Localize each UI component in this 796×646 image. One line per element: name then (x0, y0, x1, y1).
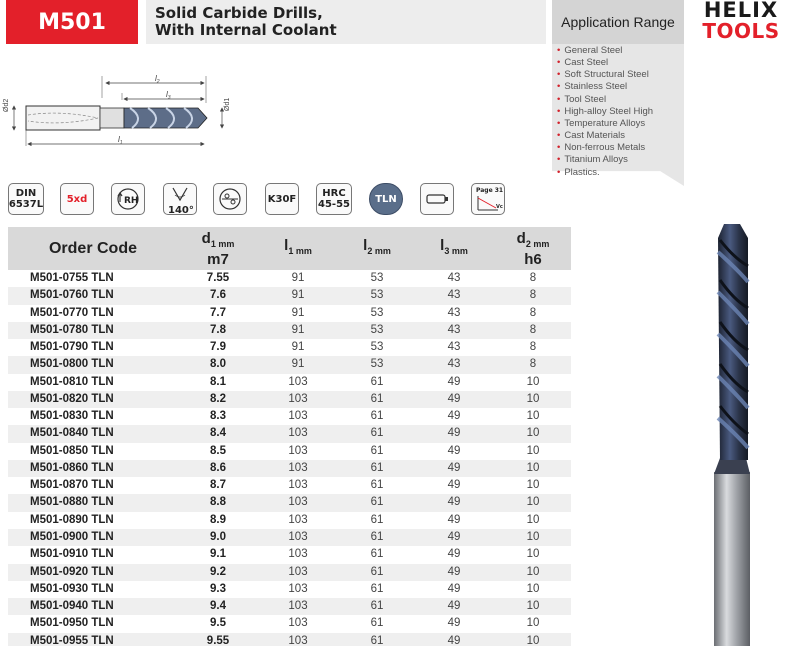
schematic-l1-label: $l_1$ (118, 135, 123, 146)
cell-d2: 10 (526, 513, 540, 526)
shank-icon (420, 183, 454, 215)
application-title: Application Range (552, 0, 684, 44)
brand-logo-line2: TOOLS (702, 19, 780, 43)
cell-l2: 53 (370, 272, 384, 284)
schematic-l3-label: $l_3$ (166, 90, 171, 101)
cell-d2: 10 (526, 634, 540, 646)
cell-l3: 43 (447, 289, 461, 302)
cell-l3: 49 (447, 582, 461, 595)
table-row (8, 270, 571, 287)
application-item: • Tool Steel (557, 94, 653, 106)
header-l1-sub: 1 mm (288, 246, 312, 256)
cell-d1: 7.7 (210, 306, 226, 319)
table-row (8, 529, 571, 546)
table-row (8, 546, 571, 563)
cell-order-code: M501-0760 TLN (30, 289, 114, 302)
cell-l3: 49 (447, 461, 461, 474)
cell-l3: 43 (447, 358, 461, 371)
cell-d2: 10 (526, 392, 540, 405)
product-table-body (8, 270, 571, 646)
cell-d1: 7.9 (210, 341, 226, 354)
cell-order-code: M501-0810 TLN (30, 375, 114, 388)
schematic-d1-label: Ød1 (224, 97, 231, 111)
cell-l2: 61 (370, 565, 384, 578)
cell-d2: 10 (526, 461, 540, 474)
cell-l2: 61 (370, 427, 384, 440)
cell-l2: 53 (370, 289, 384, 302)
header-l3-main: l (440, 237, 445, 254)
brand-logo (690, 0, 792, 41)
cell-l2: 53 (370, 358, 384, 371)
cell-l1: 103 (288, 634, 308, 646)
cell-d2: 10 (526, 410, 540, 423)
cell-l3: 49 (447, 479, 461, 492)
table-row (8, 443, 571, 460)
cell-l3: 49 (447, 565, 461, 578)
application-item: • Cast Materials (557, 130, 653, 142)
table-row (8, 598, 571, 615)
table-row (8, 460, 571, 477)
product-title (146, 0, 546, 44)
cell-l1: 103 (288, 565, 308, 578)
header-d1 (193, 227, 243, 270)
cell-d2: 8 (529, 323, 537, 336)
header-order-code: Order Code (48, 240, 137, 257)
cell-l1: 103 (288, 461, 308, 474)
cell-l1: 91 (291, 306, 305, 319)
cell-d2: 8 (529, 358, 537, 371)
cell-order-code: M501-0800 TLN (30, 358, 114, 371)
cutting-data-icon (471, 183, 505, 215)
cell-l2: 61 (370, 617, 384, 630)
cell-l3: 49 (447, 530, 461, 543)
cell-l2: 61 (370, 410, 384, 423)
header-l1-main: l (284, 237, 289, 254)
cell-l2: 61 (370, 496, 384, 509)
application-list (557, 45, 653, 179)
cell-order-code: M501-0755 TLN (30, 272, 114, 284)
length-ratio-icon: 5xd (60, 183, 94, 215)
cell-l1: 103 (288, 444, 308, 457)
cell-d1: 9.4 (210, 600, 226, 613)
cell-l3: 49 (447, 375, 461, 388)
cell-l1: 91 (291, 323, 305, 336)
cell-order-code: M501-0920 TLN (30, 565, 114, 578)
cell-l3: 49 (447, 634, 461, 646)
cell-l2: 61 (370, 479, 384, 492)
cell-d1: 8.6 (210, 461, 226, 474)
cell-d2: 10 (526, 530, 540, 543)
cell-l1: 91 (291, 289, 305, 302)
cell-l2: 61 (370, 548, 384, 561)
cell-l1: 103 (288, 530, 308, 543)
application-item: • High-alloy Steel High (557, 106, 653, 118)
cell-d2: 10 (526, 582, 540, 595)
schematic-l2-label: $l_2$ (155, 74, 160, 85)
table-row (8, 425, 571, 442)
hardness-icon (316, 183, 352, 215)
product-title-line2: With Internal Coolant (155, 21, 337, 39)
table-row (8, 391, 571, 408)
table-header (8, 227, 571, 270)
cell-l2: 61 (370, 582, 384, 595)
cell-d1: 8.7 (210, 479, 226, 492)
table-row (8, 564, 571, 581)
brand-logo-line1: HELIX (703, 0, 779, 22)
cell-l2: 61 (370, 600, 384, 613)
cell-order-code: M501-0830 TLN (30, 410, 114, 423)
cell-d1: 8.1 (210, 375, 226, 388)
cell-order-code: M501-0820 TLN (30, 392, 114, 405)
cell-l2: 61 (370, 461, 384, 474)
drill-product-image (700, 222, 760, 646)
header-l2-main: l (363, 237, 368, 254)
application-item: • Temperature Alloys (557, 118, 653, 130)
cell-l3: 49 (447, 496, 461, 509)
cell-d1: 9.1 (210, 548, 226, 561)
product-code-badge: M501 (6, 0, 138, 44)
cell-d2: 10 (526, 600, 540, 613)
cell-l2: 61 (370, 375, 384, 388)
cell-d2: 8 (529, 306, 537, 319)
product-title-line1: Solid Carbide Drills, (155, 4, 323, 22)
application-item: • Plastics. (557, 167, 653, 179)
cell-order-code: M501-0840 TLN (30, 427, 114, 440)
application-item: • Stainless Steel (557, 81, 653, 93)
cell-d1: 9.3 (210, 582, 226, 595)
application-item: • Soft Structural Steel (557, 69, 653, 81)
table-row (8, 477, 571, 494)
header-l2-sub: 2 mm (367, 246, 391, 256)
cell-l2: 53 (370, 323, 384, 336)
cell-d2: 8 (529, 272, 537, 284)
cell-order-code: M501-0900 TLN (30, 530, 114, 543)
feed-symbol-label: Vc (496, 204, 503, 210)
drill-schematic (0, 68, 240, 150)
header-d1-main: d (201, 229, 211, 247)
cell-order-code: M501-0910 TLN (30, 548, 114, 561)
cell-d1: 7.55 (206, 272, 230, 284)
din-standard-icon (8, 183, 44, 215)
header-d1-tolerance: m7 (207, 250, 229, 268)
schematic-d2-label: Ød2 (3, 98, 10, 112)
cell-d1: 8.0 (210, 358, 226, 371)
cell-l1: 91 (291, 358, 305, 371)
table-row (8, 339, 571, 356)
cell-l3: 49 (447, 600, 461, 613)
header-l1 (273, 227, 323, 270)
table-row (8, 305, 571, 322)
din-number: 6537L (8, 199, 44, 210)
hardness-range: 45-55 (318, 199, 350, 210)
cell-l3: 49 (447, 410, 461, 423)
cell-l1: 103 (288, 392, 308, 405)
cell-d2: 10 (526, 496, 540, 509)
grade-icon: K30F (265, 183, 299, 215)
page-ref-label: Page 31 (476, 187, 504, 194)
cell-l3: 49 (447, 617, 461, 630)
cell-l1: 103 (288, 548, 308, 561)
table-row (8, 408, 571, 425)
table-row (8, 374, 571, 391)
hardness-label: HRC (322, 188, 346, 199)
cell-d1: 8.2 (210, 392, 226, 405)
cell-d2: 10 (526, 427, 540, 440)
cell-l3: 49 (447, 427, 461, 440)
cell-l3: 43 (447, 341, 461, 354)
table-row (8, 356, 571, 373)
cell-l3: 49 (447, 548, 461, 561)
cell-d1: 8.4 (210, 427, 226, 440)
rotation-icon (111, 183, 145, 215)
cell-l1: 103 (288, 513, 308, 526)
cell-l3: 43 (447, 323, 461, 336)
header-d1-sub: 1 mm (210, 238, 235, 249)
coolant-icon (213, 183, 247, 215)
cell-d2: 10 (526, 548, 540, 561)
application-item: • Titanium Alloys (557, 154, 653, 166)
coating-icon: TLN (369, 183, 403, 215)
table-row (8, 615, 571, 632)
application-item: • Non-ferrous Metals (557, 142, 653, 154)
cell-order-code: M501-0770 TLN (30, 306, 114, 319)
header-d2-sub: 2 mm (525, 238, 550, 249)
cell-order-code: M501-0870 TLN (30, 479, 114, 492)
cell-l1: 103 (288, 375, 308, 388)
cell-d1: 8.5 (210, 444, 226, 457)
cell-order-code: M501-0940 TLN (30, 600, 114, 613)
cell-d2: 10 (526, 375, 540, 388)
cell-order-code: M501-0860 TLN (30, 461, 114, 474)
cell-l1: 103 (288, 617, 308, 630)
cell-d2: 8 (529, 341, 537, 354)
cell-l1: 103 (288, 600, 308, 613)
header-l3 (429, 227, 479, 270)
cell-d1: 9.55 (206, 634, 230, 646)
cell-l2: 61 (370, 530, 384, 543)
cell-l2: 61 (370, 444, 384, 457)
header-d2-tolerance: h6 (524, 250, 542, 268)
cell-l2: 61 (370, 634, 384, 646)
application-item: • Cast Steel (557, 57, 653, 69)
cell-d1: 9.2 (210, 565, 226, 578)
application-item: • General Steel (557, 45, 653, 57)
table-row (8, 287, 571, 304)
header-l2 (352, 227, 402, 270)
cell-d1: 8.3 (210, 410, 226, 423)
table-row (8, 512, 571, 529)
cell-l1: 91 (291, 341, 305, 354)
cell-d1: 7.8 (210, 323, 226, 336)
table-row (8, 494, 571, 511)
rotation-label: RH (124, 196, 139, 206)
cell-l3: 43 (447, 306, 461, 319)
cell-l3: 49 (447, 392, 461, 405)
cell-d1: 8.8 (210, 496, 226, 509)
cell-d1: 8.9 (210, 513, 226, 526)
cell-order-code: M501-0780 TLN (30, 323, 114, 336)
cell-d1: 7.6 (210, 289, 226, 302)
cell-d2: 8 (529, 289, 537, 302)
cell-d2: 10 (526, 565, 540, 578)
cell-l1: 103 (288, 427, 308, 440)
table-row (8, 322, 571, 339)
cell-order-code: M501-0955 TLN (30, 634, 114, 646)
cell-order-code: M501-0880 TLN (30, 496, 114, 509)
cell-l1: 91 (291, 272, 305, 284)
header-d2 (508, 227, 558, 270)
cell-l2: 61 (370, 392, 384, 405)
cell-l2: 53 (370, 341, 384, 354)
cell-order-code: M501-0950 TLN (30, 617, 114, 630)
cell-l3: 49 (447, 513, 461, 526)
cell-l1: 103 (288, 582, 308, 595)
cell-d1: 9.0 (210, 530, 226, 543)
point-angle-label: 140° (168, 205, 194, 216)
cell-l1: 103 (288, 479, 308, 492)
din-label: DIN (15, 188, 37, 199)
table-row (8, 633, 571, 646)
cell-order-code: M501-0890 TLN (30, 513, 114, 526)
cell-l3: 43 (447, 272, 461, 284)
cell-l2: 53 (370, 306, 384, 319)
header-l3-sub: 3 mm (444, 246, 468, 256)
cell-d1: 9.5 (210, 617, 226, 630)
cell-order-code: M501-0850 TLN (30, 444, 114, 457)
cell-l1: 103 (288, 496, 308, 509)
header-d2-main: d (516, 229, 526, 247)
cell-l1: 103 (288, 410, 308, 423)
table-row (8, 581, 571, 598)
cell-l3: 49 (447, 444, 461, 457)
cell-l2: 61 (370, 513, 384, 526)
cell-d2: 10 (526, 479, 540, 492)
cell-order-code: M501-0930 TLN (30, 582, 114, 595)
cell-order-code: M501-0790 TLN (30, 341, 114, 354)
cell-d2: 10 (526, 617, 540, 630)
cell-d2: 10 (526, 444, 540, 457)
